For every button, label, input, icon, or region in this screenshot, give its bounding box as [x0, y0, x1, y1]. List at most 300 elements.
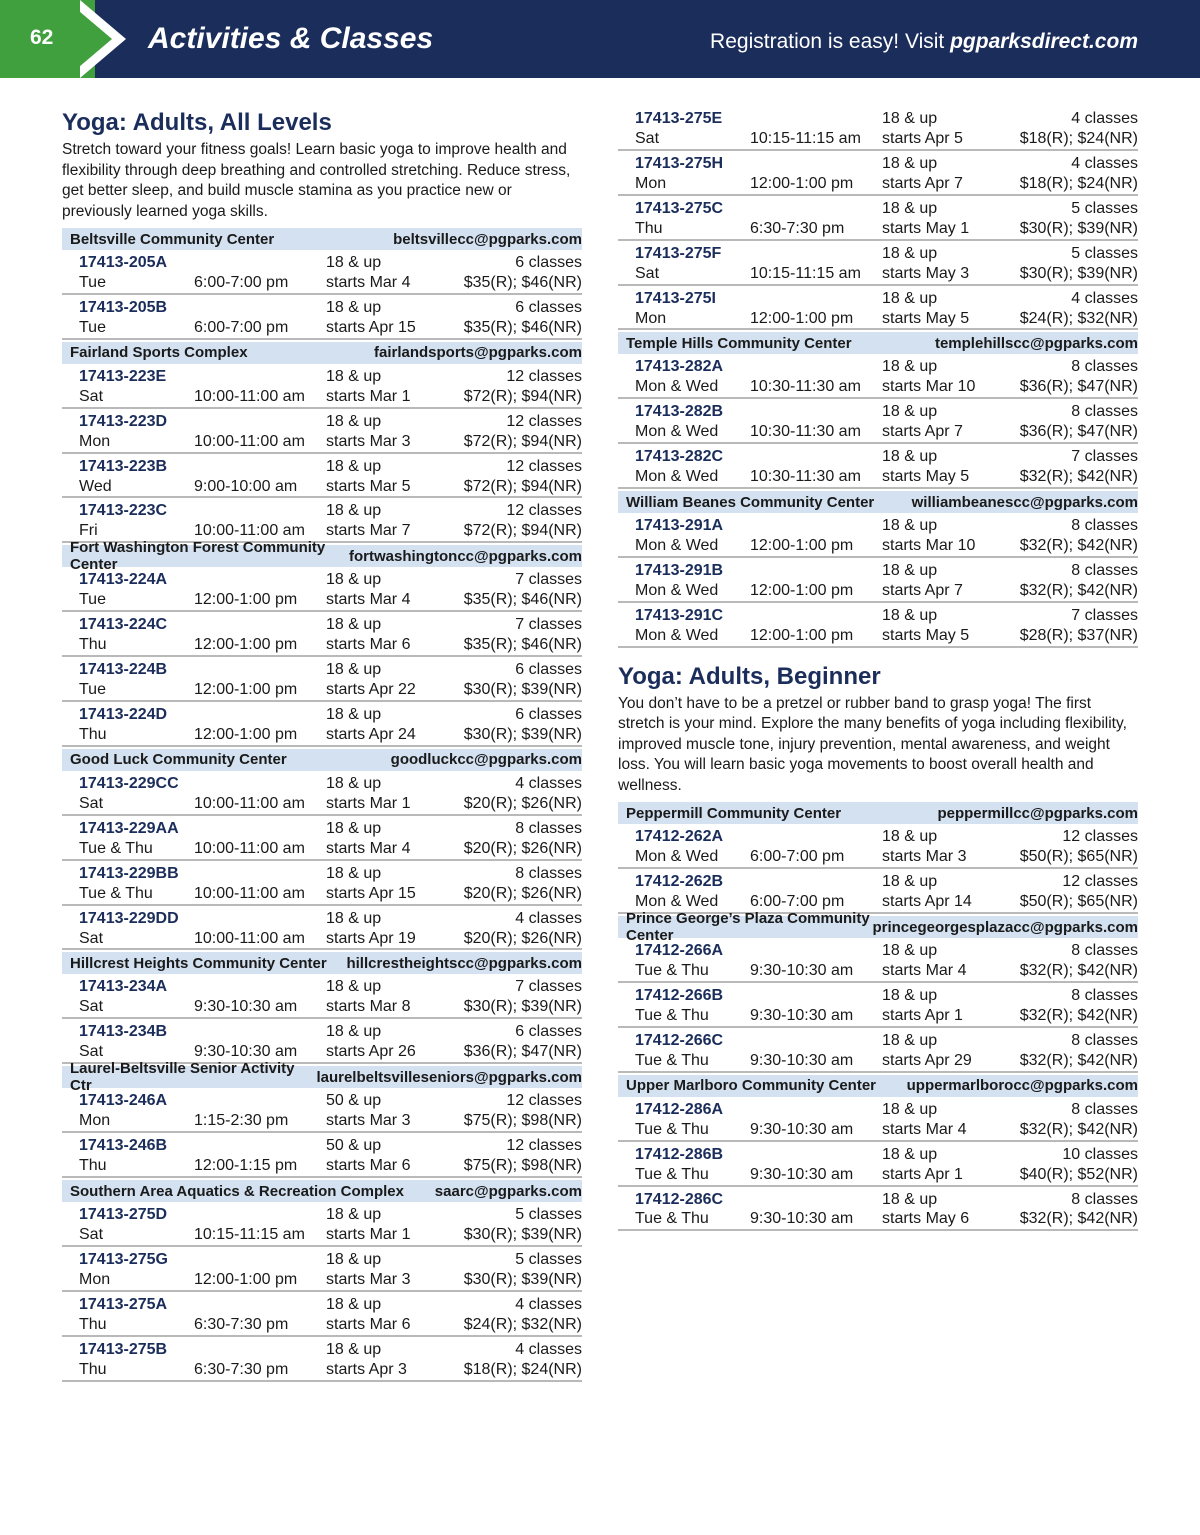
- class-days: Thu: [79, 1157, 107, 1175]
- class-code: 17413-229DD: [79, 909, 179, 927]
- class-fee: $32(R); $42(NR): [1019, 1120, 1138, 1138]
- class-time: 10:15-11:15 am: [750, 264, 861, 282]
- age-range: 18 & up: [326, 457, 382, 475]
- class-count: 4 classes: [1071, 154, 1138, 172]
- age-range: 18 & up: [326, 1023, 382, 1041]
- class-row: [62, 612, 582, 657]
- age-range: 18 & up: [326, 1250, 382, 1268]
- start-date: starts Apr 7: [882, 174, 963, 192]
- class-count: 7 classes: [515, 616, 582, 634]
- chevron-divider-inner: [66, 0, 112, 78]
- class-code: 17413-282A: [635, 358, 724, 376]
- class-fee: $30(R); $39(NR): [1019, 264, 1138, 282]
- class-row: [618, 399, 1138, 444]
- class-days: Mon & Wed: [635, 537, 719, 555]
- start-date: starts Mar 3: [326, 1112, 411, 1130]
- class-row: [618, 983, 1138, 1028]
- class-code: 17413-275F: [635, 244, 722, 262]
- age-range: 18 & up: [326, 412, 382, 430]
- class-row: [62, 861, 582, 906]
- class-row: [62, 1133, 582, 1178]
- start-date: starts Apr 19: [326, 929, 416, 947]
- center-email-link[interactable]: saarc@pgparks.com: [434, 1182, 582, 1200]
- class-count: 6 classes: [515, 661, 582, 679]
- age-range: 18 & up: [882, 606, 938, 624]
- class-days: Thu: [635, 219, 663, 237]
- center-header: [62, 539, 582, 574]
- class-days: Mon: [79, 432, 111, 450]
- class-count: 12 classes: [506, 367, 582, 385]
- age-range: 18 & up: [882, 244, 938, 262]
- start-date: starts Mar 5: [326, 477, 411, 495]
- class-days: Sat: [79, 929, 104, 947]
- class-row: [618, 824, 1138, 869]
- class-count: 5 classes: [1071, 244, 1138, 262]
- center-header: [62, 749, 582, 771]
- start-date: starts Apr 5: [882, 129, 963, 147]
- class-row: [618, 603, 1138, 648]
- class-fee: $18(R); $24(NR): [1019, 129, 1138, 147]
- class-fee: $72(R); $94(NR): [463, 477, 582, 495]
- class-code: 17413-234B: [79, 1023, 168, 1041]
- class-row: [618, 106, 1138, 151]
- age-range: 18 & up: [326, 502, 382, 520]
- class-fee: $20(R); $26(NR): [463, 929, 582, 947]
- class-time: 10:15-11:15 am: [194, 1225, 305, 1243]
- class-row: [618, 1028, 1138, 1073]
- center-email-link[interactable]: hillcrestheightscc@pgparks.com: [346, 954, 582, 972]
- class-fee: $30(R); $39(NR): [1019, 219, 1138, 237]
- class-row: [62, 702, 582, 747]
- start-date: starts Mar 10: [882, 378, 976, 396]
- class-row: [62, 454, 582, 499]
- class-time: 9:00-10:00 am: [194, 477, 298, 495]
- start-date: starts Mar 6: [326, 1315, 411, 1333]
- start-date: starts Apr 22: [326, 681, 416, 699]
- class-time: 10:00-11:00 am: [194, 794, 305, 812]
- class-time: 12:00-1:00 pm: [194, 681, 298, 699]
- section-title: Yoga: Adults, Beginner: [618, 662, 881, 690]
- start-date: starts Mar 1: [326, 1225, 411, 1243]
- class-days: Tue & Thu: [635, 962, 709, 980]
- class-code: 17412-266A: [635, 942, 724, 960]
- class-time: 6:00-7:00 pm: [194, 273, 289, 291]
- class-row: [62, 1247, 582, 1292]
- class-days: Tue: [79, 681, 106, 699]
- start-date: starts Mar 4: [882, 962, 967, 980]
- class-row: [62, 771, 582, 816]
- class-code: 17413-275G: [79, 1250, 168, 1268]
- start-date: starts Apr 7: [882, 423, 963, 441]
- class-days: Sat: [79, 387, 104, 405]
- class-days: Mon & Wed: [635, 423, 719, 441]
- class-days: Mon: [79, 1270, 111, 1288]
- class-days: Sat: [79, 794, 104, 812]
- right-column: [618, 106, 1138, 1231]
- class-code: 17413-291A: [635, 517, 724, 535]
- class-time: 6:30-7:30 pm: [194, 1315, 289, 1333]
- start-date: starts May 5: [882, 309, 970, 327]
- class-code: 17413-282B: [635, 403, 724, 421]
- center-name: Good Luck Community Center: [70, 751, 287, 769]
- class-fee: $18(R); $24(NR): [1019, 174, 1138, 192]
- class-fee: $30(R); $39(NR): [463, 998, 582, 1016]
- class-count: 6 classes: [515, 706, 582, 724]
- class-fee: $24(R); $32(NR): [1019, 309, 1138, 327]
- class-row: [62, 1202, 582, 1247]
- class-code: 17413-275E: [635, 110, 723, 127]
- class-days: Tue: [79, 591, 106, 609]
- class-fee: $24(R); $32(NR): [463, 1315, 582, 1333]
- center-header: [62, 1060, 582, 1095]
- age-range: 18 & up: [882, 873, 938, 891]
- class-time: 1:15-2:30 pm: [194, 1112, 289, 1130]
- age-range: 18 & up: [326, 1295, 382, 1313]
- age-range: 18 & up: [882, 199, 938, 217]
- class-count: 8 classes: [515, 864, 582, 882]
- class-code: 17412-266C: [635, 1031, 724, 1049]
- center-name: Prince George’s Plaza Community Center: [626, 910, 870, 945]
- start-date: starts Apr 1: [882, 1165, 963, 1183]
- class-count: 8 classes: [515, 819, 582, 837]
- class-count: 12 classes: [506, 412, 582, 430]
- class-row: [618, 354, 1138, 399]
- age-range: 18 & up: [326, 978, 382, 996]
- class-row: [618, 513, 1138, 558]
- registration-note: [710, 30, 1138, 54]
- class-code: 17413-224A: [79, 571, 168, 589]
- class-count: 6 classes: [515, 1023, 582, 1041]
- class-code: 17413-223B: [79, 457, 168, 475]
- age-range: 18 & up: [326, 661, 382, 679]
- class-code: 17412-286B: [635, 1145, 724, 1163]
- class-fee: $75(R); $98(NR): [463, 1112, 582, 1130]
- class-time: 9:30-10:30 am: [750, 1210, 854, 1228]
- age-range: 18 & up: [882, 448, 938, 466]
- center-email-link[interactable]: williambeanescc@pgparks.com: [911, 493, 1138, 511]
- section-description: You don’t have to be a pretzel or rubber band to grasp yoga! The first stretch is your mind. Explore the many benefits of yoga including flexibility, improved muscle tone, injury prevention, mental awareness, and weight loss. You will learn basic yoga movements to boost overall health and wellness.: [618, 694, 1127, 794]
- class-fee: $20(R); $26(NR): [463, 884, 582, 902]
- age-range: 18 & up: [882, 828, 938, 846]
- class-time: 6:00-7:00 pm: [750, 848, 845, 866]
- age-range: 18 & up: [326, 1340, 382, 1358]
- class-code: 17413-229AA: [79, 819, 179, 837]
- start-date: starts Mar 1: [326, 387, 411, 405]
- start-date: starts Mar 4: [326, 273, 411, 291]
- class-fee: $30(R); $39(NR): [463, 681, 582, 699]
- class-time: 9:30-10:30 am: [750, 1165, 854, 1183]
- center-header: [618, 910, 1138, 945]
- class-code: 17413-291B: [635, 562, 724, 580]
- class-fee: $35(R); $46(NR): [463, 591, 582, 609]
- class-fee: $32(R); $42(NR): [1019, 962, 1138, 980]
- section-description: Stretch toward your fitness goals! Learn basic yoga to improve health and flexibility through deep breathing and controlled stretching. Reduce stress, get better sleep, and build muscle stamina as you practice new or previously learned yoga skills.: [62, 141, 571, 220]
- class-days: Thu: [79, 1360, 107, 1378]
- start-date: starts Mar 4: [326, 839, 411, 857]
- class-days: Mon: [635, 309, 667, 327]
- age-range: 18 & up: [326, 864, 382, 882]
- start-date: starts May 5: [882, 626, 970, 644]
- age-range: 18 & up: [882, 1145, 938, 1163]
- class-count: 6 classes: [515, 254, 582, 271]
- center-email-link[interactable]: princegeorgesplazacc@pgparks.com: [872, 918, 1138, 936]
- center-email-link[interactable]: fortwashingtoncc@pgparks.com: [349, 547, 582, 565]
- class-count: 5 classes: [515, 1250, 582, 1268]
- class-fee: $35(R); $46(NR): [463, 273, 582, 291]
- start-date: starts Mar 10: [882, 537, 976, 555]
- class-time: 6:00-7:00 pm: [194, 318, 289, 336]
- age-range: 18 & up: [882, 562, 938, 580]
- class-code: 17413-275I: [635, 289, 716, 307]
- left-column: [62, 100, 582, 1382]
- start-date: starts Apr 15: [326, 318, 416, 336]
- class-count: 4 classes: [515, 774, 582, 792]
- start-date: starts Apr 3: [326, 1360, 407, 1378]
- class-time: 12:00-1:00 pm: [750, 537, 854, 555]
- class-code: 17412-266B: [635, 986, 724, 1004]
- center-email-link[interactable]: uppermarlborocc@pgparks.com: [906, 1077, 1138, 1095]
- class-code: 17413-223D: [79, 412, 168, 430]
- center-email-link[interactable]: beltsvillecc@pgparks.com: [393, 230, 582, 248]
- center-email-link[interactable]: fairlandsports@pgparks.com: [373, 344, 582, 362]
- class-time: 10:30-11:30 am: [750, 468, 861, 486]
- class-fee: $36(R); $47(NR): [1019, 378, 1138, 396]
- class-time: 10:15-11:15 am: [750, 129, 861, 147]
- start-date: starts Apr 26: [326, 1043, 416, 1061]
- age-range: 50 & up: [326, 1092, 382, 1110]
- class-time: 10:00-11:00 am: [194, 432, 305, 450]
- class-row: [62, 974, 582, 1019]
- start-date: starts May 5: [882, 468, 970, 486]
- center-header: [618, 1075, 1138, 1097]
- start-date: starts Mar 3: [326, 432, 411, 450]
- start-date: starts May 3: [882, 264, 970, 282]
- center-name: Peppermill Community Center: [626, 804, 842, 822]
- class-fee: $20(R); $26(NR): [463, 839, 582, 857]
- class-days: Tue & Thu: [635, 1120, 709, 1138]
- class-time: 9:30-10:30 am: [750, 1006, 854, 1024]
- age-range: 18 & up: [326, 819, 382, 837]
- class-time: 9:30-10:30 am: [194, 1043, 298, 1061]
- center-name: Southern Area Aquatics & Recreation Complex: [70, 1182, 404, 1200]
- class-time: 10:00-11:00 am: [194, 387, 305, 405]
- class-time: 12:00-1:00 pm: [750, 626, 854, 644]
- age-range: 18 & up: [882, 358, 938, 376]
- class-code: 17412-286A: [635, 1100, 724, 1118]
- class-time: 6:00-7:00 pm: [750, 893, 845, 911]
- class-count: 12 classes: [506, 1092, 582, 1110]
- center-email-link[interactable]: goodluckcc@pgparks.com: [390, 751, 582, 769]
- class-row: [62, 657, 582, 702]
- class-count: 8 classes: [1071, 1100, 1138, 1118]
- center-list: [618, 802, 1138, 1231]
- class-row: [62, 409, 582, 454]
- class-count: 4 classes: [515, 1340, 582, 1358]
- age-range: 18 & up: [326, 616, 382, 634]
- class-days: Sat: [79, 998, 104, 1016]
- class-days: Mon & Wed: [635, 626, 719, 644]
- start-date: starts Mar 3: [326, 1270, 411, 1288]
- class-row: [618, 286, 1138, 331]
- class-row: [618, 938, 1138, 983]
- class-code: 17413-275B: [79, 1340, 168, 1358]
- class-time: 9:30-10:30 am: [750, 962, 854, 980]
- class-days: Tue & Thu: [79, 839, 153, 857]
- class-count: 8 classes: [1071, 1190, 1138, 1208]
- class-fee: $30(R); $39(NR): [463, 725, 582, 743]
- class-code: 17413-275A: [79, 1295, 168, 1313]
- class-time: 12:00-1:00 pm: [750, 309, 854, 327]
- class-days: Mon & Wed: [635, 378, 719, 396]
- class-time: 10:30-11:30 am: [750, 423, 861, 441]
- class-time: 12:00-1:00 pm: [750, 174, 854, 192]
- center-header: [62, 342, 582, 364]
- age-range: 18 & up: [326, 1206, 382, 1224]
- start-date: starts Apr 15: [326, 884, 416, 902]
- class-code: 17413-205B: [79, 298, 168, 316]
- age-range: 18 & up: [326, 298, 382, 316]
- class-code: 17413-275H: [635, 154, 724, 172]
- class-days: Sat: [79, 1043, 104, 1061]
- class-code: 17413-234A: [79, 978, 168, 996]
- class-code: 17413-246A: [79, 1092, 168, 1110]
- class-row: [62, 906, 582, 951]
- class-code: 17413-229BB: [79, 864, 179, 882]
- class-fee: $36(R); $47(NR): [463, 1043, 582, 1061]
- class-row: [62, 816, 582, 861]
- class-fee: $28(R); $37(NR): [1019, 626, 1138, 644]
- class-fee: $32(R); $42(NR): [1019, 1210, 1138, 1228]
- class-time: 10:00-11:00 am: [194, 839, 305, 857]
- start-date: starts Mar 3: [882, 848, 967, 866]
- class-time: 6:30-7:30 pm: [750, 219, 845, 237]
- class-count: 4 classes: [515, 1295, 582, 1313]
- class-row: [62, 567, 582, 612]
- class-count: 12 classes: [506, 502, 582, 520]
- age-range: 18 & up: [326, 774, 382, 792]
- age-range: 18 & up: [326, 571, 382, 589]
- class-time: 9:30-10:30 am: [750, 1120, 854, 1138]
- class-code: 17413-224D: [79, 706, 168, 724]
- class-count: 8 classes: [1071, 358, 1138, 376]
- class-days: Tue & Thu: [635, 1006, 709, 1024]
- class-row: [62, 250, 582, 295]
- class-days: Thu: [79, 1315, 107, 1333]
- age-range: 18 & up: [882, 517, 938, 535]
- class-row: [618, 241, 1138, 286]
- class-days: Tue: [79, 273, 106, 291]
- registration-link[interactable]: pgparksdirect.com: [950, 30, 1138, 53]
- age-range: 18 & up: [882, 1190, 938, 1208]
- class-fee: $72(R); $94(NR): [463, 387, 582, 405]
- class-code: 17413-275D: [79, 1206, 168, 1224]
- class-fee: $18(R); $24(NR): [463, 1360, 582, 1378]
- class-fee: $30(R); $39(NR): [463, 1270, 582, 1288]
- class-row: [618, 151, 1138, 196]
- class-row: [62, 1337, 582, 1382]
- class-days: Fri: [79, 522, 98, 540]
- class-row: [62, 364, 582, 409]
- class-code: 17412-286C: [635, 1190, 724, 1208]
- class-fee: $35(R); $46(NR): [463, 318, 582, 336]
- age-range: 18 & up: [882, 942, 938, 960]
- class-count: 4 classes: [515, 909, 582, 927]
- class-time: 10:00-11:00 am: [194, 884, 305, 902]
- class-time: 12:00-1:00 pm: [194, 636, 298, 654]
- class-time: 6:30-7:30 pm: [194, 1360, 289, 1378]
- class-row: [618, 196, 1138, 241]
- class-row: [618, 558, 1138, 603]
- continued-class-list: [618, 106, 1138, 330]
- class-days: Tue & Thu: [635, 1051, 709, 1069]
- center-email-link[interactable]: templehillscc@pgparks.com: [934, 334, 1138, 352]
- center-list: [62, 228, 582, 1382]
- start-date: starts Apr 24: [326, 725, 416, 743]
- center-header: [618, 332, 1138, 354]
- class-time: 12:00-1:00 pm: [194, 725, 298, 743]
- class-code: 17413-291C: [635, 606, 724, 624]
- class-days: Sat: [635, 264, 660, 282]
- class-days: Mon & Wed: [635, 468, 719, 486]
- class-fee: $72(R); $94(NR): [463, 432, 582, 450]
- class-count: 8 classes: [1071, 403, 1138, 421]
- class-count: 7 classes: [515, 978, 582, 996]
- class-days: Mon: [635, 174, 667, 192]
- section-title: Yoga: Adults, All Levels: [62, 109, 332, 136]
- class-fee: $75(R); $98(NR): [463, 1157, 582, 1175]
- center-header: [62, 952, 582, 974]
- class-count: 8 classes: [1071, 986, 1138, 1004]
- page-number: 62: [30, 26, 54, 49]
- center-email-link[interactable]: laurelbeltsvilleseniors@pgparks.com: [316, 1068, 582, 1086]
- class-code: 17413-224B: [79, 661, 168, 679]
- class-code: 17412-262A: [635, 828, 724, 846]
- center-name: Fort Washington Forest Community Center: [70, 539, 326, 574]
- class-count: 12 classes: [1062, 873, 1138, 891]
- start-date: starts Mar 7: [326, 522, 411, 540]
- class-fee: $36(R); $47(NR): [1019, 423, 1138, 441]
- start-date: starts Mar 8: [326, 998, 411, 1016]
- age-range: 18 & up: [326, 706, 382, 724]
- class-time: 12:00-1:00 pm: [194, 591, 298, 609]
- class-row: [618, 444, 1138, 489]
- age-range: 18 & up: [882, 110, 938, 127]
- class-days: Sat: [79, 1225, 104, 1243]
- class-code: 17413-246B: [79, 1137, 168, 1155]
- center-email-link[interactable]: peppermillcc@pgparks.com: [937, 804, 1138, 822]
- class-fee: $72(R); $94(NR): [463, 522, 582, 540]
- class-days: Wed: [79, 477, 112, 495]
- center-name: Laurel-Beltsville Senior Activity Ctr: [70, 1060, 295, 1095]
- center-name: William Beanes Community Center: [626, 493, 875, 511]
- class-count: 8 classes: [1071, 562, 1138, 580]
- start-date: starts Apr 14: [882, 893, 972, 911]
- class-fee: $20(R); $26(NR): [463, 794, 582, 812]
- center-list: [618, 332, 1138, 647]
- class-count: 12 classes: [506, 457, 582, 475]
- center-header: [618, 802, 1138, 824]
- class-days: Tue & Thu: [79, 884, 153, 902]
- class-time: 10:00-11:00 am: [194, 929, 305, 947]
- class-count: 7 classes: [515, 571, 582, 589]
- class-row: [618, 1097, 1138, 1142]
- class-row: [618, 1142, 1138, 1187]
- start-date: starts Apr 1: [882, 1006, 963, 1024]
- age-range: 18 & up: [326, 254, 382, 271]
- age-range: 18 & up: [326, 909, 382, 927]
- class-days: Mon: [79, 1112, 111, 1130]
- class-count: 4 classes: [1071, 110, 1138, 127]
